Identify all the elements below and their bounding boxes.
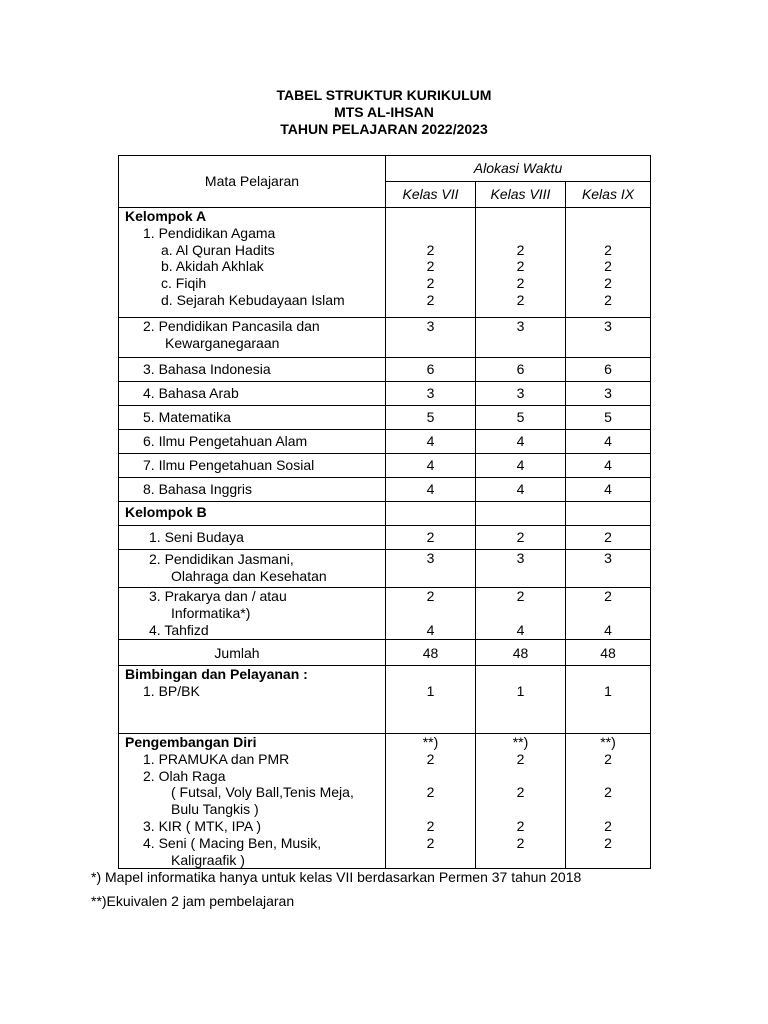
header-row-1 bbox=[119, 156, 651, 182]
kelas-9-value: 3 bbox=[566, 318, 651, 358]
subject-name: 2. Pendidikan Pancasila dan bbox=[143, 318, 320, 334]
table-row bbox=[119, 478, 651, 502]
kelompok-b-cell bbox=[119, 502, 386, 526]
value: 4 bbox=[516, 621, 525, 638]
marker: **) bbox=[512, 734, 529, 750]
kelas-9-value: 5 bbox=[566, 406, 651, 430]
kelas-7-value: 4 bbox=[386, 454, 476, 478]
header-mata-pelajaran: Mata Pelajaran bbox=[119, 156, 386, 208]
header-kelas-7: Kelas VII bbox=[386, 182, 476, 208]
kelas-7-value: 3 bbox=[386, 550, 476, 588]
kelas-7-value: 2 bbox=[386, 526, 476, 550]
agama-item: d. Sejarah Kebudayaan Islam bbox=[161, 291, 345, 308]
table-row bbox=[119, 358, 651, 382]
kelas-7-cell bbox=[386, 666, 476, 734]
total-row bbox=[119, 640, 651, 666]
kelas-9-cell bbox=[566, 208, 651, 318]
subject-name: 4. Bahasa Arab bbox=[143, 385, 239, 401]
value: 2 bbox=[604, 258, 612, 275]
kelas-9-value: 3 bbox=[566, 382, 651, 406]
value: 2 bbox=[604, 241, 612, 258]
value: 2 bbox=[516, 750, 525, 767]
value: 2 bbox=[516, 275, 525, 292]
kelas-7-value: 6 bbox=[386, 358, 476, 382]
subject-cell bbox=[119, 478, 386, 502]
kelas-7-cell bbox=[386, 588, 476, 640]
table-row bbox=[119, 208, 651, 318]
kelas-9-cell bbox=[566, 734, 651, 869]
agama-item: b. Akidah Akhlak bbox=[161, 258, 264, 275]
subject-name: 2. Olah Raga bbox=[143, 767, 226, 784]
subject-name: 1. Seni Budaya bbox=[149, 529, 244, 545]
marker: **) bbox=[600, 734, 616, 750]
title-line-1: TABEL STRUKTUR KURIKULUM bbox=[276, 87, 492, 103]
empty-cell bbox=[386, 502, 476, 526]
subject-name-cont: Kewarganegaraan bbox=[165, 334, 280, 351]
value: 2 bbox=[426, 834, 435, 851]
subject-name: 3. KIR ( MTK, IPA ) bbox=[143, 817, 261, 834]
table-row bbox=[119, 550, 651, 588]
value: 2 bbox=[604, 291, 612, 308]
bimbingan-cell bbox=[119, 666, 386, 734]
value: 2 bbox=[426, 588, 435, 604]
kelas-9-value: 4 bbox=[566, 430, 651, 454]
kelas-7-value: 4 bbox=[386, 478, 476, 502]
footnote-informatika: *) Mapel informatika hanya untuk kelas VII berdasarkan Permen 37 tahun 2018 bbox=[91, 869, 582, 885]
agama-item: c. Fiqih bbox=[161, 275, 207, 292]
value: 2 bbox=[426, 291, 435, 308]
subject-cell bbox=[119, 550, 386, 588]
bimbingan-label: Bimbingan dan Pelayanan : bbox=[125, 666, 308, 682]
value: 2 bbox=[516, 241, 525, 258]
agama-label: 1. Pendidikan Agama bbox=[143, 224, 276, 241]
kelas-7-total: 48 bbox=[386, 640, 476, 666]
kelas-8-value: 3 bbox=[476, 318, 566, 358]
value: 2 bbox=[516, 784, 525, 801]
value: 2 bbox=[426, 275, 435, 292]
kelas-8-cell bbox=[476, 208, 566, 318]
subject-name-cont: Kaligraafik ) bbox=[171, 851, 245, 868]
kelas-8-value: 5 bbox=[476, 406, 566, 430]
subject-name: 8. Bahasa Inggris bbox=[143, 481, 252, 497]
kelas-7-value: 4 bbox=[386, 430, 476, 454]
subject-name-cont: ( Futsal, Voly Ball,Tenis Meja, bbox=[171, 784, 354, 801]
subject-cell bbox=[119, 406, 386, 430]
value: 2 bbox=[516, 291, 525, 308]
kelas-9-cell bbox=[566, 666, 651, 734]
subject-name: 3. Bahasa Indonesia bbox=[143, 361, 271, 377]
value: 2 bbox=[516, 258, 525, 275]
subject-name: 1. BP/BK bbox=[143, 682, 200, 699]
kelas-7-cell bbox=[386, 734, 476, 869]
table-row bbox=[119, 382, 651, 406]
jumlah-label: Jumlah bbox=[119, 640, 386, 666]
kelompok-a-cell bbox=[119, 208, 386, 318]
curriculum-table bbox=[118, 155, 651, 869]
subject-name: 4. Tahfizd bbox=[149, 621, 209, 638]
subject-cell bbox=[119, 588, 386, 640]
kelas-8-value: 4 bbox=[476, 454, 566, 478]
kelas-9-value: 4 bbox=[566, 478, 651, 502]
table-row bbox=[119, 406, 651, 430]
value: 1 bbox=[604, 682, 612, 699]
table-row bbox=[119, 430, 651, 454]
subject-name: 1. PRAMUKA dan PMR bbox=[143, 750, 290, 767]
value: 4 bbox=[604, 621, 612, 638]
kelas-7-value: 5 bbox=[386, 406, 476, 430]
kelas-9-value: 6 bbox=[566, 358, 651, 382]
table-row bbox=[119, 734, 651, 869]
value: 2 bbox=[426, 258, 435, 275]
kelas-8-cell bbox=[476, 734, 566, 869]
value: 2 bbox=[516, 834, 525, 851]
subject-cell bbox=[119, 526, 386, 550]
value: 2 bbox=[426, 241, 435, 258]
kelas-8-value: 4 bbox=[476, 478, 566, 502]
kelompok-a-label: Kelompok A bbox=[125, 208, 207, 224]
footnote-ekuivalen: **)Ekuivalen 2 jam pembelajaran bbox=[91, 893, 295, 909]
value: 4 bbox=[426, 621, 435, 638]
value: 2 bbox=[604, 750, 612, 767]
kelas-7-cell bbox=[386, 208, 476, 318]
subject-name: 7. Ilmu Pengetahuan Sosial bbox=[143, 457, 315, 473]
value: 2 bbox=[426, 817, 435, 834]
value: 2 bbox=[604, 784, 612, 801]
value: 2 bbox=[604, 588, 612, 604]
value: 2 bbox=[604, 275, 612, 292]
subject-name: 2. Pendidikan Jasmani, bbox=[149, 551, 294, 567]
value: 1 bbox=[516, 682, 525, 699]
kelas-8-value: 4 bbox=[476, 430, 566, 454]
kelas-8-total: 48 bbox=[476, 640, 566, 666]
pengembangan-cell bbox=[119, 734, 386, 869]
value: 2 bbox=[516, 817, 525, 834]
table-row bbox=[119, 526, 651, 550]
title-line-3: TAHUN PELAJARAN 2022/2023 bbox=[280, 121, 488, 137]
subject-name: 3. Prakarya dan / atau bbox=[149, 588, 287, 604]
subject-name: 6. Ilmu Pengetahuan Alam bbox=[143, 433, 308, 449]
table-row bbox=[119, 502, 651, 526]
subject-name-cont: Olahraga dan Kesehatan bbox=[171, 567, 327, 584]
kelas-9-total: 48 bbox=[566, 640, 651, 666]
kelas-7-value: 3 bbox=[386, 382, 476, 406]
kelas-9-value: 2 bbox=[566, 526, 651, 550]
subject-cell bbox=[119, 358, 386, 382]
table-row bbox=[119, 454, 651, 478]
subject-name: 5. Matematika bbox=[143, 409, 231, 425]
empty-cell bbox=[566, 502, 651, 526]
kelompok-b-label: Kelompok B bbox=[125, 504, 207, 520]
table-row bbox=[119, 318, 651, 358]
value: 2 bbox=[604, 817, 612, 834]
subject-cell bbox=[119, 382, 386, 406]
header-kelas-9: Kelas IX bbox=[566, 182, 651, 208]
table-row bbox=[119, 588, 651, 640]
value: 1 bbox=[426, 682, 435, 699]
subject-name-cont: Bulu Tangkis ) bbox=[171, 801, 259, 818]
kelas-8-value: 3 bbox=[476, 382, 566, 406]
pengembangan-label: Pengembangan Diri bbox=[125, 734, 257, 750]
subject-cell bbox=[119, 430, 386, 454]
value: 2 bbox=[426, 784, 435, 801]
kelas-9-cell bbox=[566, 588, 651, 640]
marker: **) bbox=[422, 734, 439, 750]
kelas-9-value: 3 bbox=[566, 550, 651, 588]
value: 2 bbox=[604, 834, 612, 851]
kelas-8-cell bbox=[476, 666, 566, 734]
kelas-8-value: 3 bbox=[476, 550, 566, 588]
kelas-8-value: 6 bbox=[476, 358, 566, 382]
header-kelas-8: Kelas VIII bbox=[476, 182, 566, 208]
subject-name-cont: Informatika*) bbox=[171, 604, 251, 621]
title-line-2: MTS AL-IHSAN bbox=[334, 104, 434, 120]
value: 2 bbox=[426, 750, 435, 767]
kelas-7-value: 3 bbox=[386, 318, 476, 358]
agama-item: a. Al Quran Hadits bbox=[161, 241, 275, 258]
subject-name: 4. Seni ( Macing Ben, Musik, bbox=[143, 834, 322, 851]
subject-cell bbox=[119, 318, 386, 358]
kelas-8-cell bbox=[476, 588, 566, 640]
kelas-9-value: 4 bbox=[566, 454, 651, 478]
value: 2 bbox=[516, 588, 525, 604]
kelas-8-value: 2 bbox=[476, 526, 566, 550]
table-row bbox=[119, 666, 651, 734]
empty-cell bbox=[476, 502, 566, 526]
subject-cell bbox=[119, 454, 386, 478]
header-alokasi-waktu: Alokasi Waktu bbox=[386, 156, 651, 182]
